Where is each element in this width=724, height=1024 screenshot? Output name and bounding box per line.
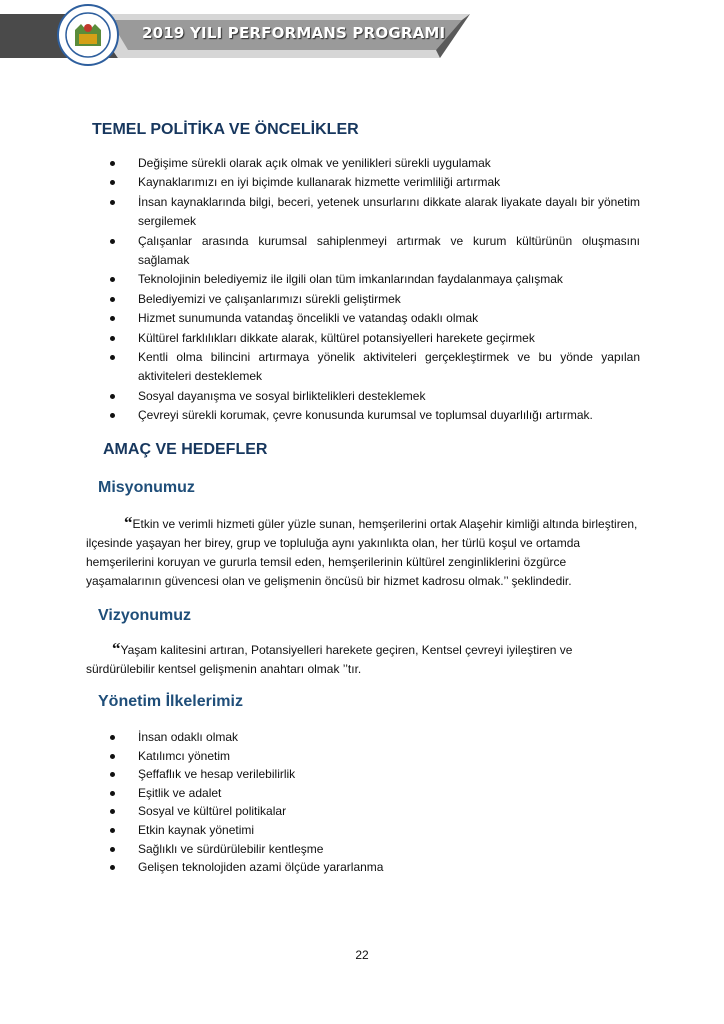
list-item: Teknolojinin belediyemiz ile ilgili olan tüm imkanlarından faydalanmaya çalışmak bbox=[98, 270, 640, 289]
list-item: Şeffaflık ve hesap verilebilirlik bbox=[98, 765, 640, 784]
yonetim-ilkeleri-heading: Yönetim İlkelerimiz bbox=[98, 693, 243, 710]
list-item: Eşitlik ve adalet bbox=[98, 784, 640, 803]
misyon-quote-mark: “ bbox=[124, 513, 133, 532]
vizyon-text: Yaşam kalitesini artıran, Potansiyelleri harekete geçiren, Kentsel çevreyi iyileştiren ve sürdürülebilir kentsel gelişmenin anahtarı olmak ’’tır. bbox=[86, 643, 573, 676]
page-number: 22 bbox=[355, 948, 369, 962]
list-item: İnsan odaklı olmak bbox=[98, 728, 640, 747]
list-item: Sağlıklı ve sürdürülebilir kentleşme bbox=[98, 840, 640, 859]
vizyon-paragraph bbox=[86, 639, 642, 679]
list-item: Kaynaklarımızı en iyi biçimde kullanarak hizmette verimliliği artırmak bbox=[98, 173, 640, 192]
misyon-heading: Misyonumuz bbox=[98, 479, 195, 496]
temel-politika-heading: TEMEL POLİTİKA VE ÖNCELİKLER bbox=[92, 121, 359, 138]
list-item: Gelişen teknolojiden azami ölçüde yararlanma bbox=[98, 858, 640, 877]
municipality-logo bbox=[57, 4, 119, 66]
list-item: Çevreyi sürekli korumak, çevre konusunda kurumsal ve toplumsal duyarlılığı artırmak. bbox=[98, 406, 640, 425]
temel-politika-list bbox=[98, 154, 640, 426]
header-title: 2019 YILI PERFORMANS PROGRAMI bbox=[142, 24, 446, 42]
page-header bbox=[0, 0, 724, 70]
list-item: Kentli olma bilincini artırmaya yönelik aktiviteleri gerçekleştirmek ve bu yönde yapılan aktiviteleri desteklemek bbox=[98, 348, 640, 387]
list-item: İnsan kaynaklarında bilgi, beceri, yetenek unsurlarını dikkate alarak liyakate dayalı bir yönetim sergilemek bbox=[98, 193, 640, 232]
yonetim-ilkeleri-list bbox=[98, 728, 640, 877]
misyon-text: Etkin ve verimli hizmeti güler yüzle sunan, hemşerilerini ortak Alaşehir kimliği altında birleştiren, ilçesinde yaşayan her birey, grup ve topluluğa aynı yakınlıkta olan, her türlü koşul ve ortamda hemşerilerini koruyan ve gururla temsil eden, hemşerilerinin kültürel zenginliklerini özgürce yaşamalarının güvencesi olan ve gelişmenin öncüsü bir hizmet kadrosu olmak.’’ şeklindedir. bbox=[86, 517, 638, 588]
misyon-paragraph bbox=[86, 513, 642, 591]
list-item: Sosyal dayanışma ve sosyal birliktelikleri desteklemek bbox=[98, 387, 640, 406]
list-item: Değişime sürekli olarak açık olmak ve yenilikleri sürekli uygulamak bbox=[98, 154, 640, 173]
amac-hedefler-heading: AMAÇ VE HEDEFLER bbox=[103, 441, 268, 458]
list-item: Katılımcı yönetim bbox=[98, 747, 640, 766]
list-item: Kültürel farklılıkları dikkate alarak, kültürel potansiyelleri harekete geçirmek bbox=[98, 329, 640, 348]
vizyon-heading: Vizyonumuz bbox=[98, 607, 192, 624]
list-item: Sosyal ve kültürel politikalar bbox=[98, 802, 640, 821]
list-item: Etkin kaynak yönetimi bbox=[98, 821, 640, 840]
vizyon-quote-mark: “ bbox=[112, 639, 121, 658]
list-item: Belediyemizi ve çalışanlarımızı sürekli geliştirmek bbox=[98, 290, 640, 309]
list-item: Çalışanlar arasında kurumsal sahiplenmeyi artırmak ve kurum kültürünün oluşmasını sağlamak bbox=[98, 232, 640, 271]
list-item: Hizmet sunumunda vatandaş öncelikli ve vatandaş odaklı olmak bbox=[98, 309, 640, 328]
